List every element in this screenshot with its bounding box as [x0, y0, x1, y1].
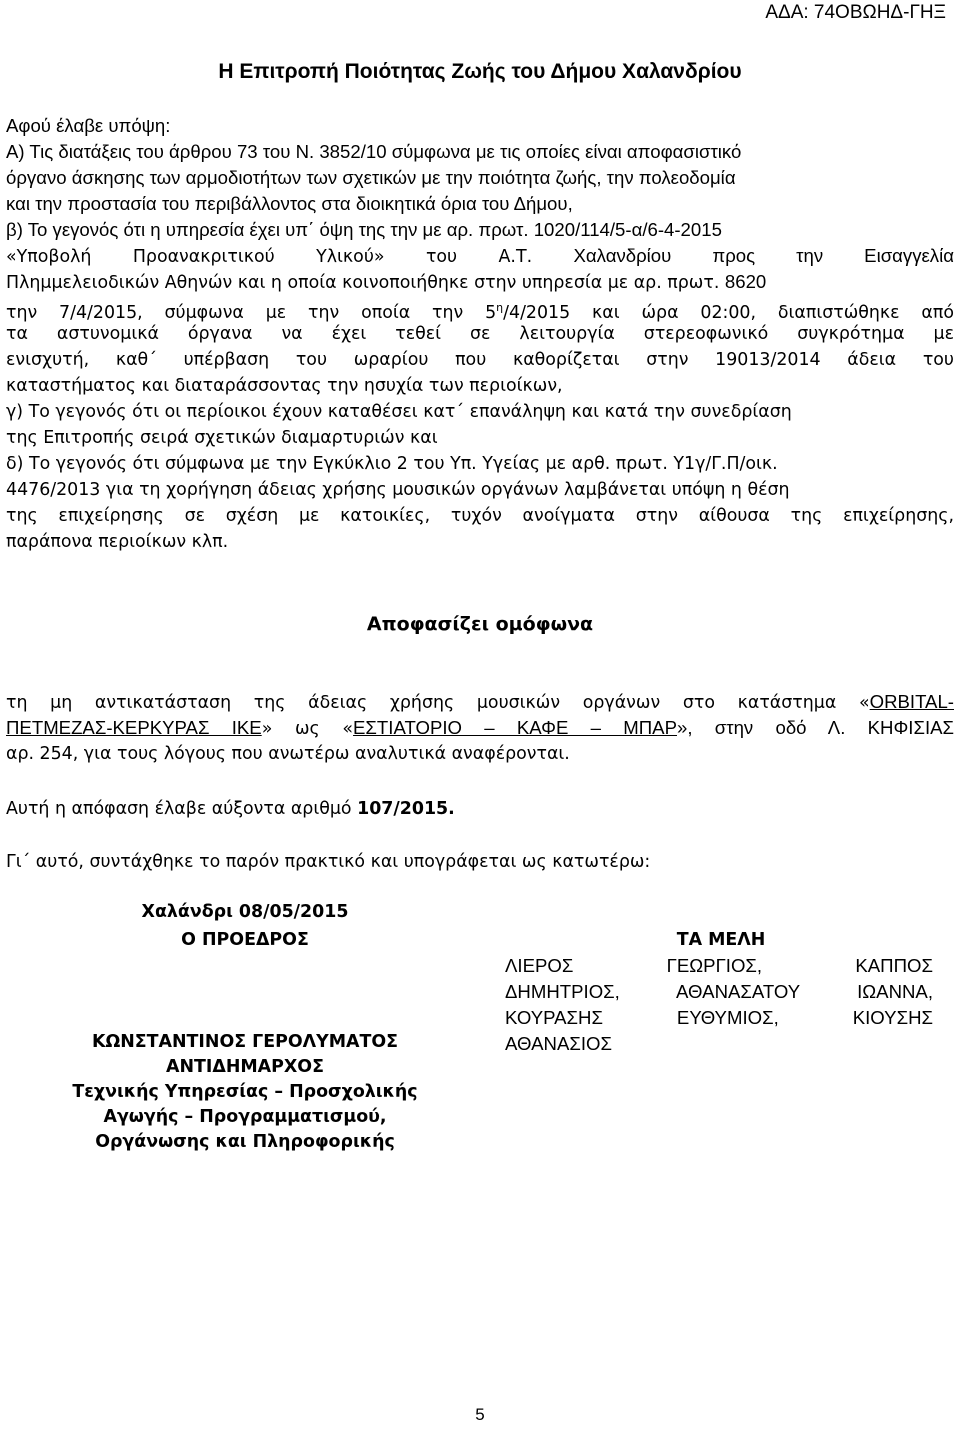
- considering-b-line1: β) Το γεγονός ότι η υπηρεσία έχει υπ΄ όψη της την με αρ. πρωτ. 1020/114/5-α/6-4-2015: [6, 219, 722, 240]
- considering-c-line2: της Επιτροπής σειρά σχετικών διαμαρτυριών και: [6, 428, 438, 448]
- ada-code: ΑΔΑ: 74ΟΒΩΗΔ-ΓΗΞ: [765, 2, 946, 23]
- decision-number-label: Αυτή η απόφαση έλαβε αύξοντα αριθμό: [6, 799, 358, 819]
- considering-a-line3: και την προστασία του περιβάλλοντος στα διοικητικά όρια του Δήμου,: [6, 193, 573, 214]
- decision-line2: ΠΕΤΜΕΖΑΣ-ΚΕΡΚΥΡΑΣ ΙΚΕ» ως «ΕΣΤΙΑΤΟΡΙΟ – ΚΑΦΕ – ΜΠΑΡ», στην οδό Λ. ΚΗΦΙΣΙΑΣ: [6, 717, 955, 739]
- considering-b-line2: «Υποβολή Προανακριτικού Υλικού» του Α.Τ. Χαλανδρίου προς την Εισαγγελία: [6, 245, 954, 267]
- considering-d-line3: της επιχείρησης σε σχέση με κατοικίες, τυχόν ανοίγματα στην αίθουσα της επιχείρησης,: [6, 506, 954, 526]
- signature-office-line1: Τεχνικής Υπηρεσίας – Προσχολικής: [72, 1082, 418, 1102]
- considering-d-line4: παράπονα περιοίκων κλπ.: [6, 532, 229, 552]
- considering-section: [6, 113, 954, 555]
- signature-office-line3: Οργάνωσης και Πληροφορικής: [95, 1132, 395, 1152]
- closing-line: Γι΄ αυτό, συντάχθηκε το παρόν πρακτικό και υπογράφεται ως κατωτέρω:: [6, 852, 651, 872]
- considering-d-line1: δ) Το γεγονός ότι σύμφωνα με την Εγκύκλιο 2 του Υπ. Υγείας με αρθ. πρωτ. Υ1γ/Γ.Π/οικ.: [6, 454, 778, 474]
- members-line3: ΚΟΥΡΑΣΗΣ ΕΥΘΥΜΙΟΣ, ΚΙΟΥΣΗΣ: [505, 1007, 933, 1028]
- members-line4: ΑΘΑΝΑΣΙΟΣ: [505, 1033, 612, 1054]
- decision-line3: αρ. 254, για τους λόγους που ανωτέρω αναλυτικά αναφέρονται.: [6, 744, 570, 764]
- considering-b-line4: την 7/4/2015, σύμφωνα με την οποία την $5^\eta/4/2015$ και ώρα 02:00, διαπιστώθηκε από: [6, 301, 954, 323]
- members-heading: ΤΑ ΜΕΛΗ: [676, 930, 766, 950]
- decision-line1: τη μη αντικατάσταση της άδειας χρήσης μουσικών οργάνων στο κατάστημα «ORBITAL-: [6, 691, 954, 713]
- considering-b-line6: ενισχυτή, καθ΄ υπέρβαση του ωραρίου που καθορίζεται στην 19013/2014 άδεια του: [6, 350, 954, 370]
- members-line1: ΛΙΕΡΟΣ ΓΕΩΡΓΙΟΣ, ΚΑΠΠΟΣ: [505, 955, 933, 976]
- considering-c-line1: γ) Το γεγονός ότι οι περίοικοι έχουν καταθέσει κατ΄ επανάληψη και κατά την συνεδρίαση: [6, 402, 792, 422]
- considering-intro: Αφού έλαβε υπόψη:: [6, 115, 171, 136]
- considering-b-line3: Πλημμελειοδικών Αθηνών και η οποία κοινοποιήθηκε στην υπηρεσία με αρ. πρωτ. 8620: [6, 271, 767, 293]
- members-list: [505, 953, 933, 1057]
- decision-number-line: [6, 796, 954, 822]
- considering-b-line7: καταστήματος και διαταράσσοντας την ησυχία των περιοίκων,: [6, 376, 563, 396]
- signature-name: ΚΩΝΣΤΑΝΤΙΝΟΣ ΓΕΡΟΛΥΜΑΤΟΣ: [91, 1032, 398, 1052]
- signature-block: [0, 1030, 490, 1155]
- decision-text: [6, 689, 954, 767]
- considering-b-line5: τα αστυνομικά όργανα να έχει τεθεί σε λειτουργία στερεοφωνικό συγκρότημα με: [6, 324, 954, 344]
- considering-a-line1: Α) Τις διατάξεις του άρθρου 73 του Ν. 3852/10 σύμφωνα με τις οποίες είναι αποφασιστικό: [6, 141, 742, 162]
- considering-a-line2: όργανο άσκησης των αρμοδιοτήτων των σχετικών με την ποιότητα ζωής, την πολεοδομία: [6, 167, 736, 188]
- signature-role: Ο ΠΡΟΕΔΡΟΣ: [181, 930, 309, 950]
- page-number: 5: [475, 1405, 485, 1424]
- signature-office-line2: Αγωγής – Προγραμματισμού,: [103, 1107, 387, 1127]
- considering-d-line2: 4476/2013 για τη χορήγηση άδειας χρήσης μουσικών οργάνων λαμβάνεται υπόψη η θέση: [6, 480, 790, 500]
- members-line2: ΔΗΜΗΤΡΙΟΣ, ΑΘΑΝΑΣΑΤΟΥ ΙΩΑΝΝΑ,: [505, 981, 933, 1002]
- decision-number: 107/2015.: [357, 799, 455, 819]
- signature-title: ΑΝΤΙΔΗΜΑΡΧΟΣ: [166, 1057, 324, 1077]
- decision-heading: Αποφασίζει ομόφωνα: [366, 613, 594, 635]
- document-title: Η Επιτροπή Ποιότητας Ζωής του Δήμου Χαλανδρίου: [218, 60, 742, 83]
- signature-date: Χαλάνδρι 08/05/2015: [141, 902, 349, 922]
